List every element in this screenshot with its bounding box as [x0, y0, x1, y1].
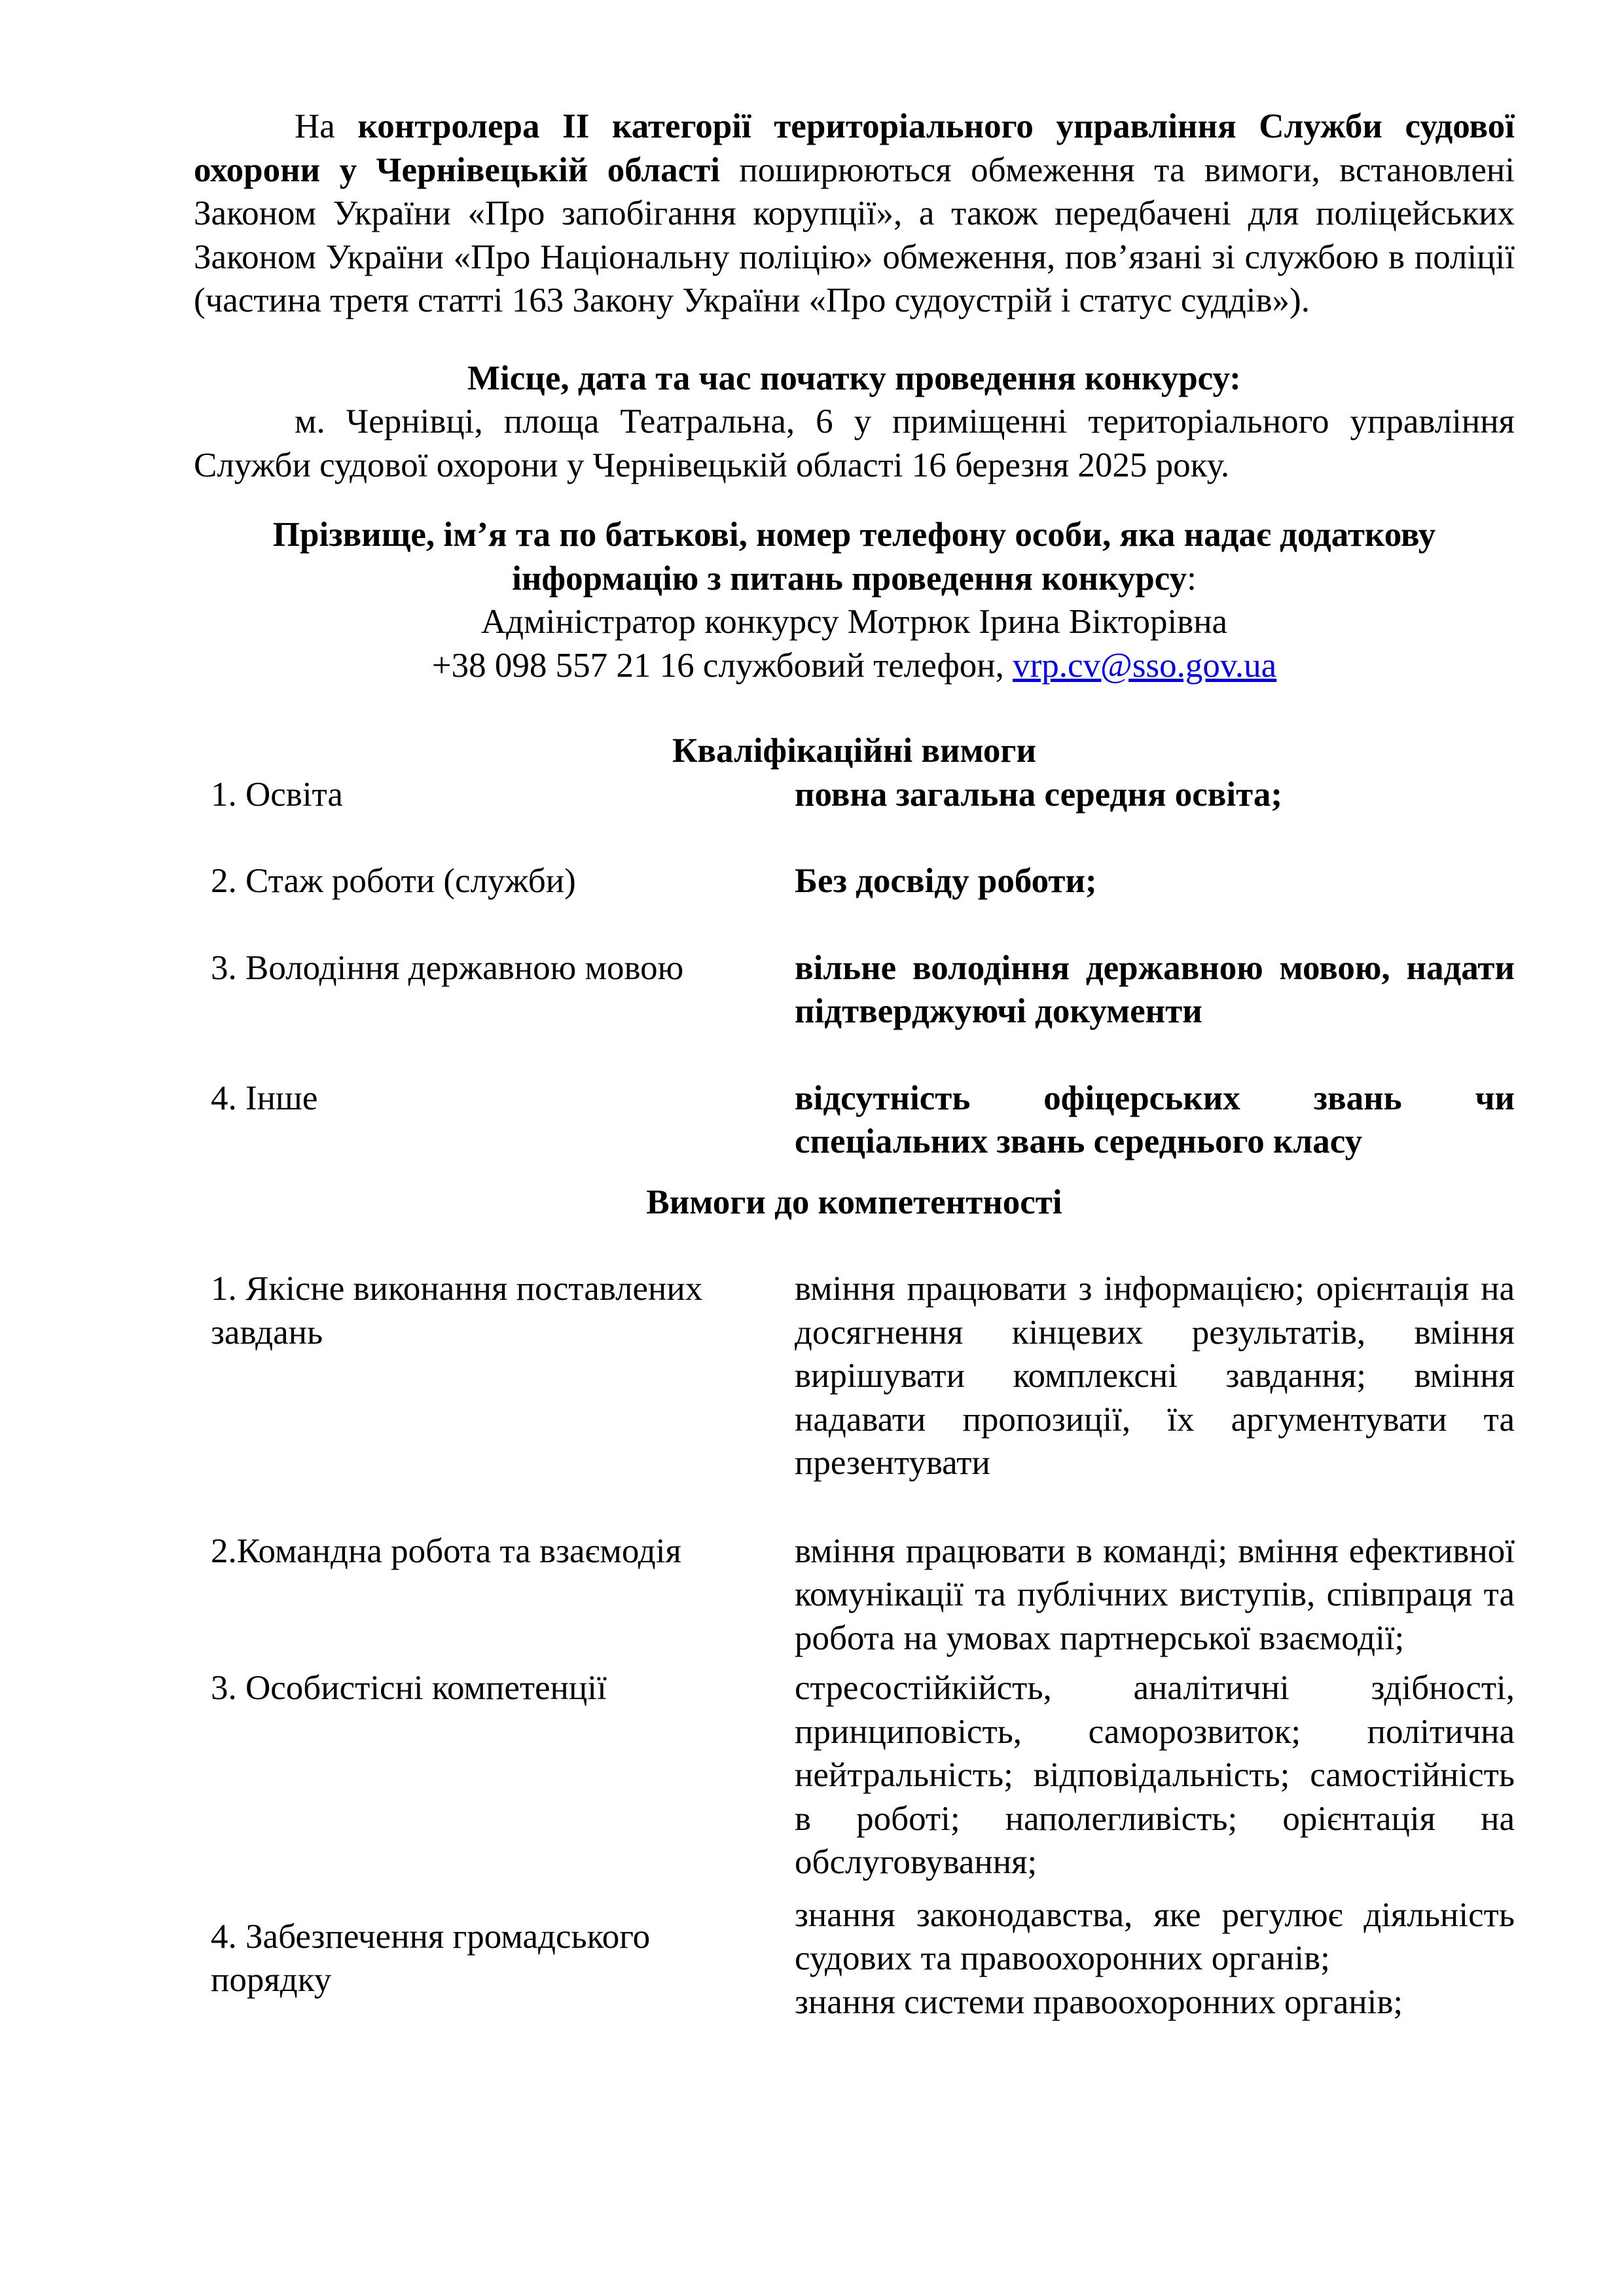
qualification-label: 4. Інше [211, 1079, 318, 1117]
competence-label: 3. Особистісні компетенції [211, 1669, 607, 1707]
contact-heading [194, 513, 1515, 600]
spacer [194, 1660, 1515, 1666]
qualification-row [194, 773, 1515, 817]
qualification-row [194, 859, 1515, 903]
competence-value: стресостійкійсть, аналітичні здібності, принциповість, саморозвиток; політична нейтральність; відповідальність; самостійність в роботі; наполегливість; орієнтація на обслуговування; [795, 1669, 1515, 1881]
contact-heading-text: Прізвище, ім’я та по батькові, номер телефону особи, яка надає додаткову інформацію з питань проведення конкурсу [272, 516, 1436, 598]
spacer [194, 1884, 1515, 1893]
spacer [194, 323, 1515, 357]
intro-paragraph [194, 105, 1515, 323]
competence-value: знання законодавства, яке регулює діяльність судових та правоохоронних органів; [795, 1895, 1515, 1977]
qualification-heading: Кваліфікаційні вимоги [672, 732, 1037, 770]
competence-row [194, 1530, 1515, 1660]
contact-phone: +38 098 557 21 16 службовий телефон, [431, 646, 1013, 685]
qualification-value: Без досвіду роботи; [795, 862, 1097, 900]
intro-text-start: На [295, 107, 358, 145]
qualification-label: 2. Стаж роботи (служби) [211, 862, 576, 900]
competence-heading: Вимоги до компетентності [646, 1183, 1062, 1221]
contact-section [194, 513, 1515, 687]
competence-row [194, 1267, 1515, 1485]
competence-label: 1. Якісне виконання поставлених завдань [211, 1270, 703, 1352]
place-text: м. Чернівці, площа Театральна, 6 у приміщенні територіального управління Служби судової охорони у Чернівецькій області 16 березня 2025 року. [194, 403, 1515, 484]
competence-row [194, 1893, 1515, 2024]
qualification-section [194, 729, 1515, 1164]
spacer [194, 687, 1515, 729]
competence-value-group [795, 1893, 1515, 2024]
qualification-label: 3. Володіння державною мовою [211, 948, 684, 987]
contact-heading-colon: : [1187, 559, 1197, 598]
position-title: контролера ІІ категорії територіального управління Служби судової охорони у Чернівецькій області [194, 107, 1515, 189]
spacer [194, 1164, 1515, 1181]
spacer [194, 487, 1515, 513]
spacer [194, 816, 1515, 859]
qualification-row [194, 1077, 1515, 1164]
qualification-value: вільне володіння державною мовою, надати підтверджуючі документи [795, 948, 1515, 1030]
spacer [194, 1485, 1515, 1530]
place-heading: Місце, дата та час початку проведення конкурсу: [467, 359, 1241, 397]
contact-email-link[interactable]: vrp.cv@sso.gov.ua [1013, 646, 1277, 685]
competence-label: 2.Командна робота та взаємодія [211, 1532, 681, 1570]
contact-phone-line [194, 644, 1515, 688]
competence-section [194, 1181, 1515, 2024]
competence-label: 4. Забезпечення громадського порядку [211, 1917, 651, 2000]
place-section [194, 357, 1515, 488]
contact-admin: Адміністратор конкурсу Мотрюк Ірина Вікторівна [480, 603, 1228, 641]
competence-row [194, 1666, 1515, 1884]
qualification-label: 1. Освіта [211, 775, 343, 814]
spacer [194, 1033, 1515, 1077]
spacer [194, 1224, 1515, 1267]
competence-value: вміння працювати в команді; вміння ефективної комунікації та публічних виступів, співпраця та робота на умовах партнерської взаємодії; [795, 1532, 1515, 1657]
competence-value-extra: знання системи правоохоронних органів; [795, 1982, 1403, 2021]
qualification-value: повна загальна середня освіта; [795, 775, 1282, 814]
document-page [194, 105, 1515, 2024]
qualification-value: відсутність офіцерських звань чи спеціальних звань середнього класу [795, 1079, 1515, 1160]
qualification-row [194, 946, 1515, 1033]
competence-value: вміння працювати з інформацією; орієнтація на досягнення кінцевих результатів, вміння вирішувати комплексні завдання; вміння надавати пропозиції, їх аргументувати та презентувати [795, 1270, 1515, 1482]
spacer [194, 903, 1515, 946]
intro-text-rest: поширюються обмеження та вимоги, встановлені Законом України «Про запобігання корупції», а також передбачені для поліцейських Законом України «Про Національну поліцію» обмеження, пов’язані зі службою в поліції (частина третя статті 163 Закону України «Про судоустрій і статус суддів»). [194, 151, 1515, 319]
